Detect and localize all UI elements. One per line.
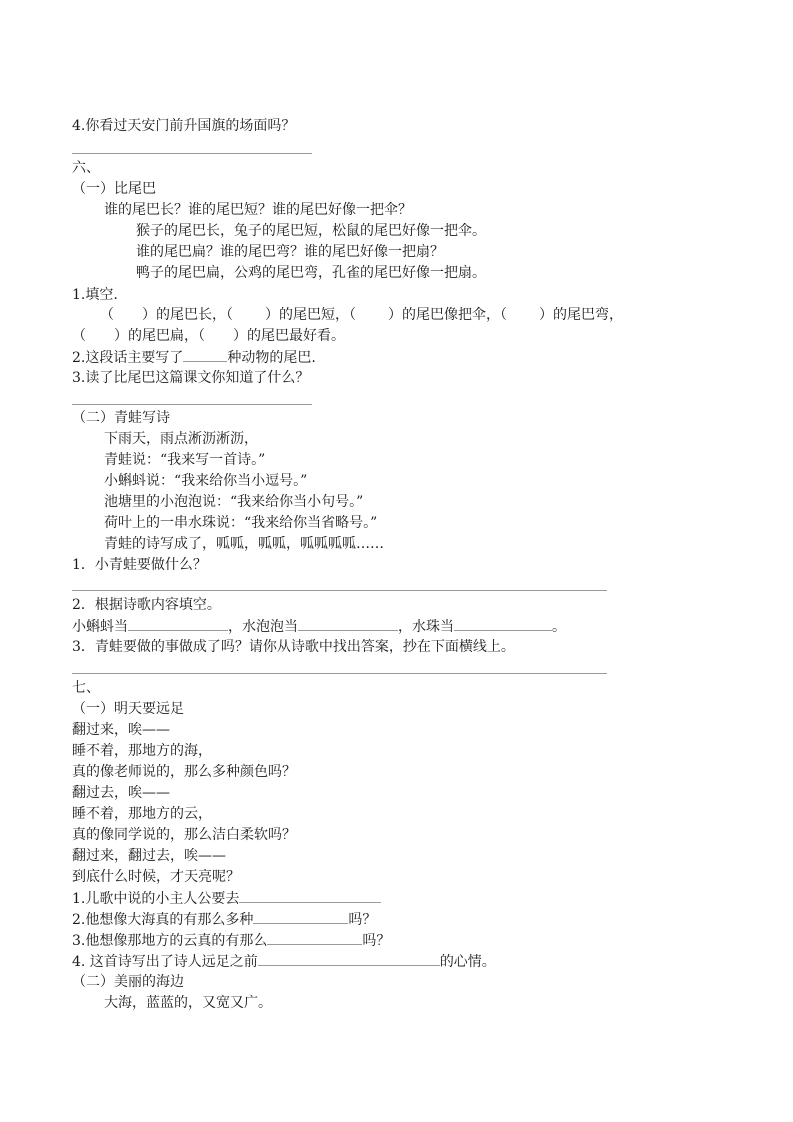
question-6-2-2-blanks [72,616,566,636]
section-7-heading: 七、 [72,680,100,696]
section-6-heading: 六、 [72,160,100,176]
poem-line: 睡不着，那地方的海， [72,743,212,759]
poem-line: 下雨天，雨点淅沥淅沥， [104,431,258,447]
answer-blank[interactable] [253,909,348,924]
passage-line: 猴子的尾巴长，兔子的尾巴短，松鼠的尾巴好像一把伞。 [136,223,486,239]
question-6-2 [72,347,316,367]
question-6-2-3: 3．青蛙要做的事做成了吗？请你从诗歌中找出答案，抄在下面横线上。 [72,639,515,655]
poem-line: 到底什么时候，才天亮呢？ [72,869,240,885]
poem-line: 池塘里的小泡泡说：“我来给你当小句号。” [104,494,364,510]
question-text: 种动物的尾巴. [227,350,316,366]
poem-line: 真的像同学说的，那么洁白柔软吗？ [72,827,296,843]
fill-text: ）的尾巴像把伞，（ [388,307,507,323]
passage-line: 谁的尾巴长？谁的尾巴短？谁的尾巴好像一把伞？ [104,202,412,218]
poem-line: 翻过去，唉—— [72,785,170,801]
poem-line: 小蝌蚪说：“我来给你当小逗号。” [104,473,308,489]
fill-blank-line-2 [72,326,345,346]
answer-blank-bubble[interactable] [298,616,398,631]
question-7-3 [72,930,390,950]
answer-blank-tadpole[interactable] [128,616,228,631]
poem-line: 真的像老师说的，那么多种颜色吗？ [72,764,296,780]
poem-line: 睡不着，那地方的云， [72,806,212,822]
question-text: 的心情。 [439,954,496,970]
fill-text: （ [72,328,86,344]
question-text: 吗？ [348,912,377,928]
poem-line: 青蛙说：“我来写一首诗。” [104,452,266,468]
question-5-4: 4.你看过天安门前升国旗的场面吗？ [72,118,296,134]
answer-line-6-3[interactable] [72,404,312,405]
question-text: 吗？ [362,933,391,949]
answer-blank[interactable] [183,347,227,362]
poem-line: 荷叶上的一串水珠说：“我来给你当省略号。” [104,515,378,531]
passage-line: 谁的尾巴扁？谁的尾巴弯？谁的尾巴好像一把扇？ [136,244,444,260]
answer-blank[interactable] [239,888,381,903]
question-7-2 [72,909,376,929]
answer-blank[interactable] [267,930,362,945]
fill-text: ）的尾巴短，（ [265,307,356,323]
answer-line-6-2-3[interactable] [72,673,607,674]
answer-blank[interactable] [258,951,440,966]
question-text: 3.他想像那地方的云真的有那么 [72,933,268,949]
fill-text: （ [100,307,114,323]
question-7-1 [72,888,381,908]
section-6-1-title: （一）比尾巴 [72,181,156,197]
passage-line: 鸭子的尾巴扁，公鸡的尾巴弯，孔雀的尾巴好像一把扇。 [136,265,486,281]
answer-line-6-2-1[interactable] [72,590,607,591]
question-6-2-1: 1．小青蛙要做什么？ [72,557,207,573]
section-7-2-title: （二）美丽的海边 [72,974,184,990]
poem-line: 翻过来，唉—— [72,722,170,738]
poem-line: 翻过来，翻过去，唉—— [72,848,226,864]
question-6-3: 3.读了比尾巴这篇课文你知道了什么？ [72,370,310,386]
fill-blank-line-1 [100,305,623,325]
poem-line: 青蛙的诗写成了，呱呱，呱呱，呱呱呱呱…… [104,536,384,552]
section-7-1-title: （一）明天要远足 [72,701,184,717]
question-7-4 [72,951,496,971]
question-6-1-label: 1.填空. [72,287,118,303]
answer-line-5-4[interactable] [72,153,312,154]
fill-text: ）的尾巴长，（ [142,307,233,323]
fill-text: ）的尾巴弯， [539,307,623,323]
question-text: ，水珠当 [398,619,454,635]
fill-text: ）的尾巴扁，（ [114,328,205,344]
question-text: 2.他想像大海真的有那么多种 [72,912,254,928]
question-text: 小蝌蚪当 [72,619,128,635]
question-6-2-2-label: 2．根据诗歌内容填空。 [72,597,221,613]
question-text: 。 [552,619,566,635]
section-6-2-title: （二）青蛙写诗 [72,410,170,426]
question-text: ，水泡泡当 [228,619,298,635]
fill-text: ）的尾巴最好看。 [233,328,345,344]
passage-line: 大海，蓝蓝的，又宽又广。 [104,995,272,1011]
answer-blank-waterdrop[interactable] [454,616,552,631]
question-text: 2.这段话主要写了 [72,350,184,366]
question-text: 4. 这首诗写出了诗人远足之前 [72,954,258,970]
question-text: 1.儿歌中说的小主人公要去 [72,891,240,907]
